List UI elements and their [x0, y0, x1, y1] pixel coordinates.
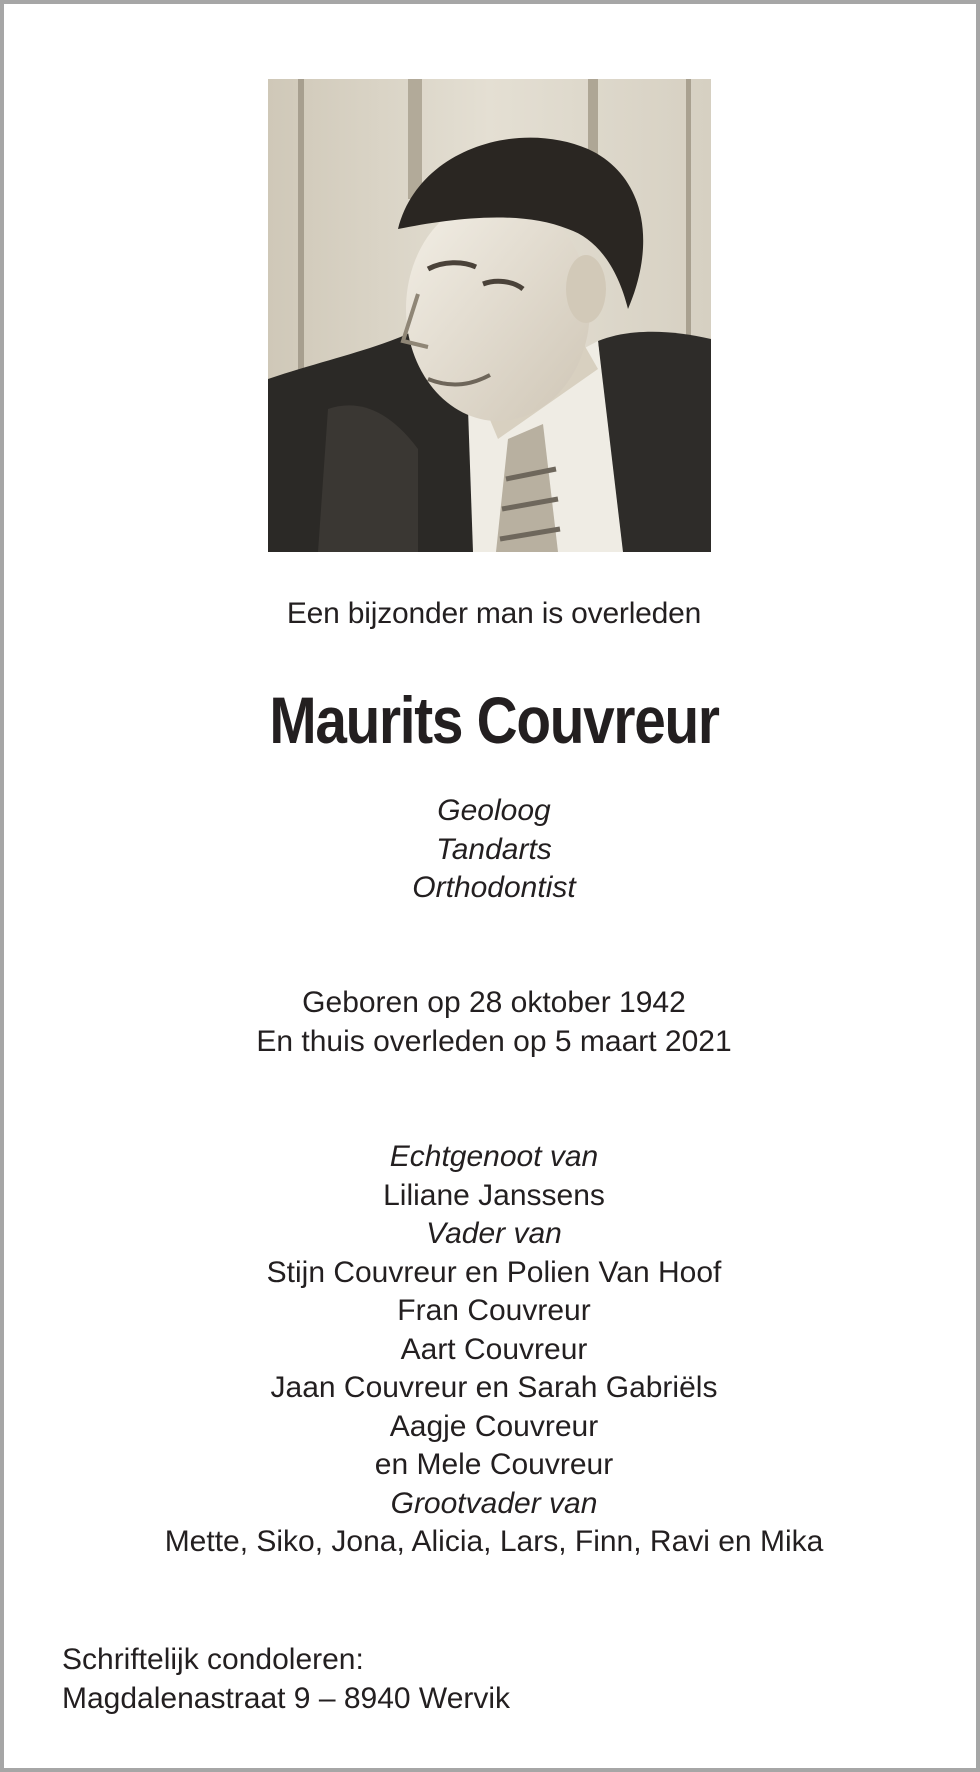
- child-name: Jaan Couvreur en Sarah Gabriëls: [270, 1371, 718, 1404]
- condolence-address: Magdalenastraat 9 – 8940 Wervik: [62, 1682, 511, 1715]
- spouse-label: Echtgenoot van: [389, 1140, 599, 1173]
- condolence-info: [62, 1640, 510, 1718]
- profession-item: Geoloog: [437, 794, 551, 827]
- spouse-name: Liliane Janssens: [383, 1178, 605, 1212]
- child-name: Stijn Couvreur en Polien Van Hoof: [266, 1255, 722, 1289]
- children-label: Vader van: [426, 1217, 562, 1250]
- birth-date: Geboren op 28 oktober 1942: [302, 986, 686, 1019]
- family-list: [4, 1138, 980, 1562]
- professions-list: [4, 792, 980, 908]
- child-name: en Mele Couvreur: [374, 1448, 614, 1481]
- profession-item: Orthodontist: [412, 871, 576, 904]
- life-dates: [4, 984, 980, 1061]
- grandchildren-label: Grootvader van: [390, 1486, 598, 1520]
- deceased-name: Maurits Couvreur: [269, 683, 719, 757]
- child-name: Aart Couvreur: [400, 1332, 588, 1366]
- child-name: Fran Couvreur: [397, 1294, 591, 1327]
- profession-item: Tandarts: [436, 832, 552, 866]
- child-name: Aagje Couvreur: [389, 1409, 599, 1443]
- portrait-photo: [268, 79, 711, 552]
- intro-text: Een bijzonder man is overleden: [286, 597, 702, 630]
- grandchildren-names: Mette, Siko, Jona, Alicia, Lars, Finn, Ravi en Mika: [164, 1525, 824, 1558]
- condolence-label: Schriftelijk condoleren:: [62, 1643, 364, 1676]
- death-date: En thuis overleden op 5 maart 2021: [256, 1024, 732, 1058]
